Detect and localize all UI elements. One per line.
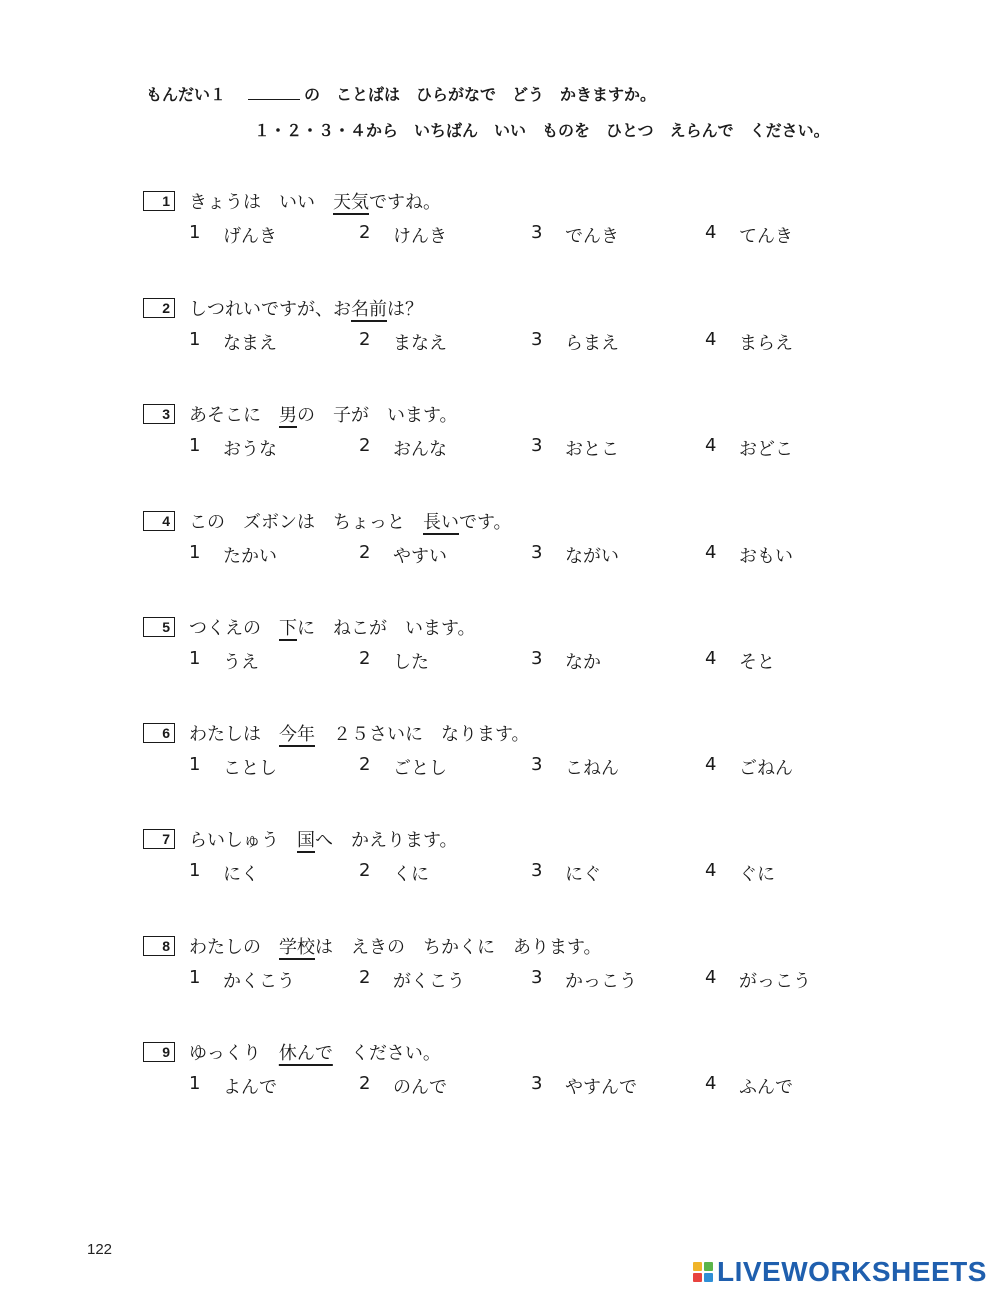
question-number-box: 8 <box>143 936 175 956</box>
stem-text-before: きょうは いい <box>189 192 333 213</box>
answer-option[interactable] <box>189 860 259 886</box>
underlined-target-word: 名前 <box>351 299 387 320</box>
underlined-target-word: 学校 <box>279 937 315 958</box>
question-number-box: 5 <box>143 617 175 637</box>
option-text: ふんで <box>739 1077 793 1098</box>
answer-option[interactable] <box>359 860 429 886</box>
stem-text-after: に ねこが います。 <box>297 618 476 639</box>
worksheet-header <box>146 82 830 141</box>
underlined-target-word: 男 <box>279 405 297 426</box>
answer-option[interactable] <box>189 542 277 568</box>
answer-option[interactable] <box>705 860 775 886</box>
question-stem <box>143 1039 903 1065</box>
question-item <box>143 508 903 570</box>
option-text: おんな <box>393 439 447 460</box>
option-text: けんき <box>393 226 447 247</box>
option-text: した <box>393 652 429 673</box>
option-number: 3 <box>531 967 543 988</box>
option-number: 4 <box>705 860 717 881</box>
answer-option[interactable] <box>189 222 277 248</box>
option-text: かっこう <box>565 971 637 992</box>
instruction-text: の ことばは ひらがなで どう かきますか。 <box>304 85 657 104</box>
option-number: 3 <box>531 542 543 563</box>
answer-option[interactable] <box>531 222 619 248</box>
option-number: 2 <box>359 754 371 775</box>
question-item <box>143 933 903 995</box>
underlined-target-word: 休んで <box>278 1043 333 1064</box>
answer-option[interactable] <box>531 860 601 886</box>
stem-text-after: ください。 <box>332 1043 441 1064</box>
option-text: がっこう <box>739 971 811 992</box>
answer-option[interactable] <box>189 435 277 461</box>
question-item <box>143 1039 903 1101</box>
underlined-target-word: 今年 <box>279 724 315 745</box>
stem-text-before: しつれいですが、お <box>189 299 351 320</box>
stem-text-before: この ズボンは ちょっと <box>189 512 423 533</box>
question-stem <box>143 826 903 852</box>
option-number: 4 <box>705 967 717 988</box>
underlined-target-word: 天気 <box>333 192 369 213</box>
page-number: 122 <box>87 1241 113 1258</box>
option-number: 3 <box>531 329 543 350</box>
underlined-target-word: 下 <box>279 618 297 639</box>
answer-option[interactable] <box>705 329 793 355</box>
answer-option[interactable] <box>189 754 277 780</box>
question-number-box: 4 <box>143 511 175 531</box>
option-text: まなえ <box>393 333 447 354</box>
answer-option[interactable] <box>189 329 277 355</box>
option-text: でんき <box>565 226 619 247</box>
answer-option[interactable] <box>359 329 447 355</box>
option-number: 4 <box>705 648 717 669</box>
stem-text-after: は？ <box>387 299 423 320</box>
underlined-target-word: 国 <box>297 830 315 851</box>
option-text: たかい <box>223 546 277 567</box>
question-item <box>143 614 903 676</box>
option-number: 2 <box>359 542 371 563</box>
stem-text-before: あそこに <box>189 405 279 426</box>
question-stem <box>143 614 903 640</box>
option-number: 2 <box>359 860 371 881</box>
answer-option[interactable] <box>531 967 637 993</box>
question-item <box>143 720 903 782</box>
option-number: 3 <box>531 222 543 243</box>
option-number: 2 <box>359 1073 371 1094</box>
answer-option[interactable] <box>531 1073 637 1099</box>
option-text: なか <box>565 652 601 673</box>
option-text: まらえ <box>739 333 793 354</box>
logo-text: LIVEWORKSHEETS <box>717 1256 987 1287</box>
option-text: そと <box>739 652 775 673</box>
option-number: 4 <box>705 754 717 775</box>
stem-text-after: ですね。 <box>369 192 441 213</box>
stem-text-before: ゆっくり <box>189 1043 279 1064</box>
answer-option[interactable] <box>359 648 429 674</box>
option-text: やすい <box>393 546 447 567</box>
underlined-target-word: 長い <box>423 512 459 533</box>
answer-options <box>143 754 903 782</box>
option-number: 4 <box>705 329 717 350</box>
question-stem <box>143 933 903 959</box>
answer-option[interactable] <box>189 1073 277 1099</box>
option-text: ことし <box>223 758 277 779</box>
answer-options <box>143 329 903 357</box>
answer-option[interactable] <box>705 648 775 674</box>
stem-text-before: わたしの <box>189 937 279 958</box>
logo-square-2 <box>704 1262 713 1271</box>
option-text: にぐ <box>565 864 601 885</box>
answer-options <box>143 860 903 888</box>
question-stem <box>143 720 903 746</box>
option-number: 2 <box>359 222 371 243</box>
option-text: なまえ <box>223 333 277 354</box>
question-item <box>143 826 903 888</box>
option-text: がくこう <box>393 971 465 992</box>
question-number-box: 6 <box>143 723 175 743</box>
option-number: 4 <box>705 1073 717 1094</box>
option-text: おもい <box>739 546 793 567</box>
answer-options <box>143 648 903 676</box>
option-number: 3 <box>531 860 543 881</box>
logo-square-3 <box>693 1273 702 1282</box>
answer-option[interactable] <box>359 967 465 993</box>
blank-underline <box>248 85 300 100</box>
answer-option[interactable] <box>359 542 447 568</box>
stem-text-after: ２５さいに なります。 <box>315 724 530 745</box>
option-text: かくこう <box>223 971 295 992</box>
question-number-box: 7 <box>143 829 175 849</box>
option-number: 1 <box>189 648 201 669</box>
question-item <box>143 401 903 463</box>
option-text: ながい <box>565 546 619 567</box>
option-text: おどこ <box>739 439 793 460</box>
question-stem <box>143 401 903 427</box>
liveworksheets-logo <box>693 1256 987 1288</box>
answer-option[interactable] <box>531 329 619 355</box>
stem-text-after: へ かえります。 <box>315 830 458 851</box>
option-text: こねん <box>565 758 619 779</box>
option-number: 1 <box>189 860 201 881</box>
option-number: 1 <box>189 754 201 775</box>
option-text: ごねん <box>739 758 793 779</box>
option-text: ごとし <box>393 758 447 779</box>
answer-option[interactable] <box>705 754 793 780</box>
answer-option[interactable] <box>531 648 601 674</box>
stem-text-after: です。 <box>459 512 512 533</box>
answer-option[interactable] <box>705 435 793 461</box>
logo-icon <box>693 1262 713 1282</box>
stem-text-after: は えきの ちかくに あります。 <box>315 937 602 958</box>
option-text: てんき <box>739 226 793 247</box>
answer-option[interactable] <box>531 435 619 461</box>
answer-option[interactable] <box>531 754 619 780</box>
answer-options <box>143 435 903 463</box>
option-number: 1 <box>189 435 201 456</box>
question-stem <box>143 508 903 534</box>
stem-text-after: の 子が います。 <box>297 405 458 426</box>
option-text: おとこ <box>565 439 619 460</box>
question-item <box>143 295 903 357</box>
logo-square-4 <box>704 1273 713 1282</box>
option-text: らまえ <box>565 333 619 354</box>
stem-text-before: らいしゅう <box>189 830 297 851</box>
question-item <box>143 188 903 250</box>
option-number: 3 <box>531 435 543 456</box>
option-number: 3 <box>531 1073 543 1094</box>
question-stem <box>143 295 903 321</box>
answer-option[interactable] <box>705 1073 793 1099</box>
logo-square-1 <box>693 1262 702 1271</box>
answer-option[interactable] <box>189 967 295 993</box>
question-stem <box>143 188 903 214</box>
option-text: やすんで <box>565 1077 637 1098</box>
answer-option[interactable] <box>359 435 447 461</box>
option-text: のんで <box>393 1077 447 1098</box>
option-number: 2 <box>359 329 371 350</box>
option-number: 3 <box>531 648 543 669</box>
answer-option[interactable] <box>531 542 619 568</box>
question-number-box: 3 <box>143 404 175 424</box>
option-text: うえ <box>223 652 259 673</box>
option-text: おうな <box>223 439 277 460</box>
header-line-1 <box>146 82 830 106</box>
option-number: 1 <box>189 222 201 243</box>
question-number-box: 9 <box>143 1042 175 1062</box>
option-number: 2 <box>359 648 371 669</box>
option-number: 2 <box>359 967 371 988</box>
problem-title: もんだい１ <box>146 85 227 104</box>
option-number: 1 <box>189 329 201 350</box>
option-number: 3 <box>531 754 543 775</box>
option-number: 1 <box>189 1073 201 1094</box>
instruction-text-line-2: １・２・３・４から いちばん いい ものを ひとつ えらんで ください。 <box>254 121 830 140</box>
question-number-box: 2 <box>143 298 175 318</box>
option-text: くに <box>393 864 429 885</box>
answer-options <box>143 542 903 570</box>
answer-option[interactable] <box>359 222 447 248</box>
option-text: げんき <box>223 226 277 247</box>
option-number: 4 <box>705 222 717 243</box>
answer-option[interactable] <box>705 222 793 248</box>
option-text: よんで <box>223 1077 277 1098</box>
answer-options <box>143 967 903 995</box>
option-number: 4 <box>705 435 717 456</box>
option-number: 2 <box>359 435 371 456</box>
stem-text-before: つくえの <box>189 618 279 639</box>
answer-options <box>143 1073 903 1101</box>
stem-text-before: わたしは <box>189 724 279 745</box>
answer-option[interactable] <box>359 754 447 780</box>
question-number-box: 1 <box>143 191 175 211</box>
option-text: ぐに <box>739 864 775 885</box>
answer-option[interactable] <box>189 648 259 674</box>
answer-option[interactable] <box>359 1073 447 1099</box>
option-number: 4 <box>705 542 717 563</box>
answer-option[interactable] <box>705 967 811 993</box>
answer-option[interactable] <box>705 542 793 568</box>
option-number: 1 <box>189 967 201 988</box>
option-number: 1 <box>189 542 201 563</box>
option-text: にく <box>223 864 259 885</box>
answer-options <box>143 222 903 250</box>
